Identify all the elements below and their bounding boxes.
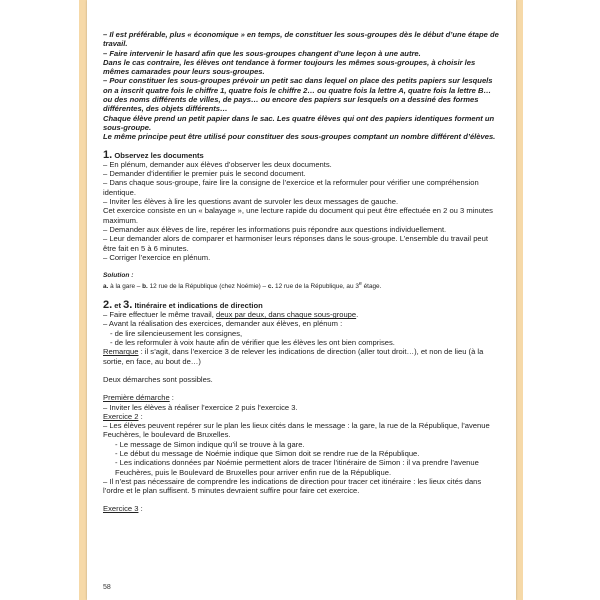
exercice-3-heading: Exercice 3 : — [103, 504, 143, 514]
section-1-line: – Dans chaque sous-groupe, faire lire la consigne de l’exercice et la reformuler pour vérifier une compréhension identique. — [103, 178, 479, 197]
remarque: Remarque : il s’agit, dans l’exercice 3 de relever les indications de direction (aller tout droit…), et non de lieu (à la sortie, en face, au bout de…) — [103, 347, 484, 366]
premiere-demarche-line: – Inviter les élèves à réaliser l’exercice 2 puis l’exercice 3. — [103, 402, 298, 412]
solution-block — [103, 271, 501, 292]
section-1-line: – Leur demander alors de comparer et harmoniser leurs réponses dans le sous-groupe. L’ensemble du travail peut être fait en 5 à 6 minutes. — [103, 234, 488, 253]
solution-text: a. à la gare – b. 12 rue de la République (chez Noémie) – c. 12 rue de la République, au 3e étage. — [103, 281, 382, 291]
page-number: 58 — [103, 584, 111, 591]
exercice-2-heading: Exercice 2 : — [103, 411, 143, 421]
section-1-line: – Demander d’identifier le premier puis le second document. — [103, 169, 306, 179]
intro-line: Dans le cas contraire, les élèves ont tendance à former toujours les mêmes sous-groupes, à choisir les mêmes camarades pour leurs sous-groupes. — [103, 57, 476, 77]
page-content — [103, 30, 501, 514]
exercice-2-line: - Le message de Simon indique qu’il se trouve à la gare. — [115, 439, 305, 449]
exercice-2-line: - Le début du message de Noémie indique que Simon doit se rendre rue de la République. — [115, 449, 420, 458]
intro-line: Le même principe peut être utilisé pour constituer des sous-groupes comptant un nombre différent d’élèves. — [103, 132, 496, 142]
intro-line: – Pour constituer les sous-groupes prévoir un petit sac dans lequel on place des petits papiers sur lesquels on a inscrit quatre fois le chiffre 1, quatre fois le chiffre 2… ou quatre fois la lettre A, quatre fois la lettre B… ou des noms différents de villes, de pays… ou encore des papiers sur lesquels on a dessiné des formes différentes, des objets différents… — [103, 76, 493, 114]
intro-line: – Faire intervenir le hasard afin que les sous-groupes changent d’une leçon à une autre. — [103, 48, 421, 58]
section-2-line: – Avant la réalisation des exercices, demander aux élèves, en plénum : — [103, 319, 343, 329]
section-1-line: – En plénum, demander aux élèves d’observer les deux documents. — [103, 159, 332, 169]
section-1-number: 1. — [103, 148, 113, 161]
section-2-subline: - de les reformuler à voix haute afin de vérifier que les élèves les ont bien comprises. — [110, 338, 395, 348]
intro-line: Chaque élève prend un petit papier dans le sac. Les quatre élèves qui ont des papiers identiques forment un sous-groupe. — [103, 113, 495, 132]
section-2-subline: - de lire silencieusement les consignes, — [110, 328, 243, 338]
section-1-heading — [103, 148, 501, 161]
premiere-demarche-heading: Première démarche : — [103, 393, 174, 403]
exercice-2-line: – Les élèves peuvent repérer sur le plan les lieux cités dans le message : la gare, la rue de la République, l’avenue Feuchères, le boulevard de Bruxelles. — [103, 421, 490, 440]
section-1-line: Cet exercice consiste en un « balayage », une lecture rapide du document qui peut être effectuée en 2 ou 3 minutes maximum. — [103, 206, 493, 225]
intro-line: – Il est préférable, plus « économique » en temps, de constituer les sous-groupes dès le début d’une étape de travail. — [103, 30, 499, 49]
section-2-line: – Faire effectuer le même travail, deux par deux, dans chaque sous-groupe. — [103, 310, 359, 320]
exercice-2-line: – Il n’est pas nécessaire de comprendre les indications de direction pour tracer cet itinéraire : les lieux cités dans l’ordre et le plan suffisent. 5 minutes devraient suffire pour faire cet exercice. — [103, 476, 482, 496]
solution-label: Solution : — [103, 272, 134, 280]
section-1-line: – Demander aux élèves de lire, repérer les informations puis répondre aux questions individuellement. — [103, 224, 447, 234]
section-1-line: – Inviter les élèves à lire les questions avant de survoler les deux messages de gauche. — [103, 197, 399, 207]
section-2 — [103, 298, 501, 514]
exercice-2-line: - Les indications données par Noémie permettent alors de tracer l’itinéraire de Simon : il va prendre l’avenue Feuchères, puis le Boulevard de Bruxelles pour arriver enfin rue de la République. — [115, 458, 479, 477]
demarches-text: Deux démarches sont possibles. — [103, 374, 213, 384]
intro-block — [103, 30, 501, 142]
section-2-heading: 2. et 3. Itinéraire et indications de direction — [103, 298, 263, 311]
section-1-title: Observez les documents — [114, 150, 204, 160]
section-1-line: – Corriger l’exercice en plénum. — [103, 252, 211, 262]
section-1 — [103, 148, 501, 263]
